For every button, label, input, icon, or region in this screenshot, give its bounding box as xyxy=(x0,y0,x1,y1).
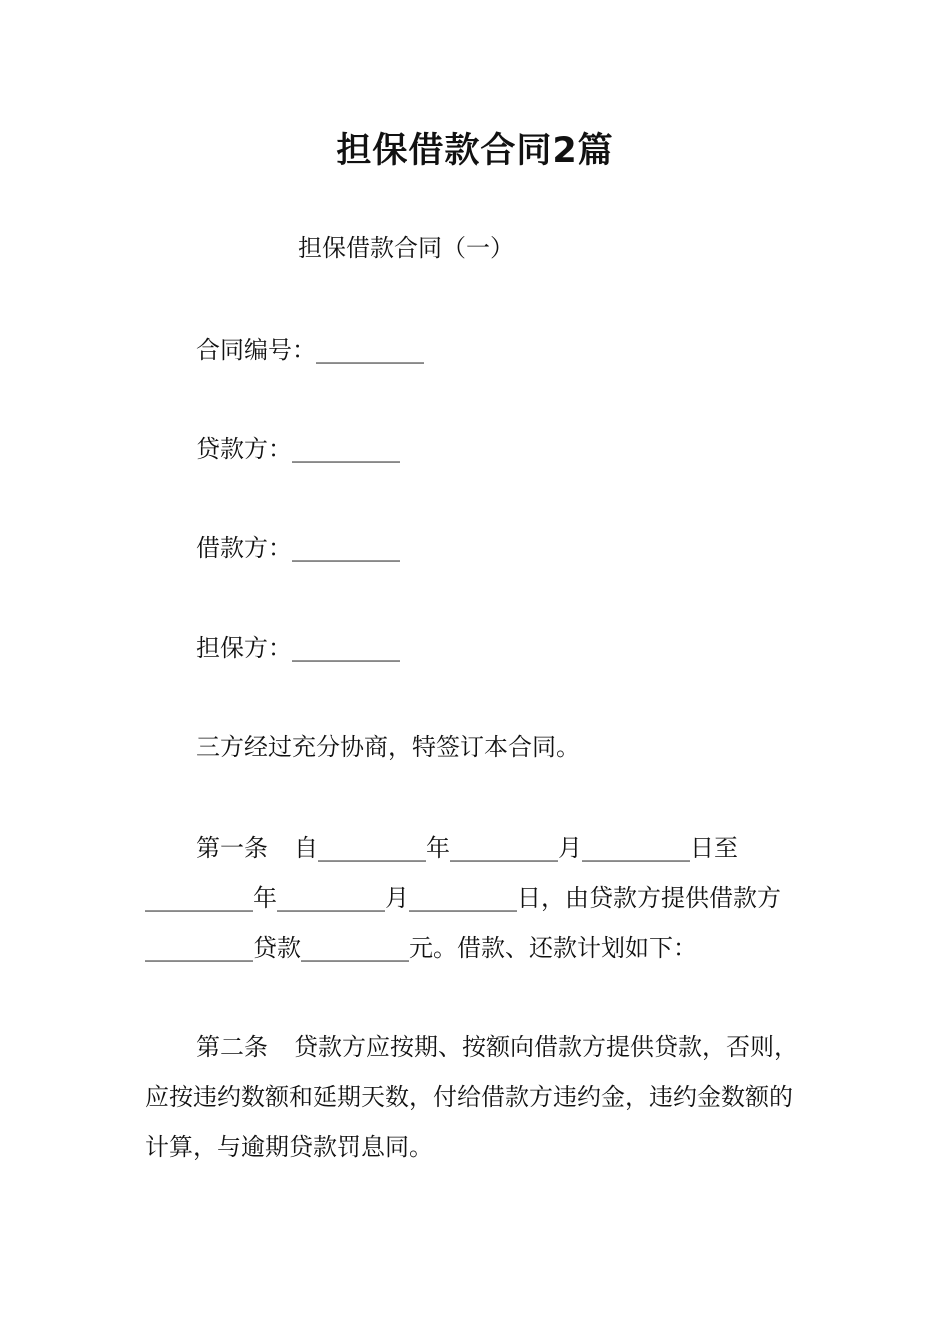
article-1 xyxy=(145,823,810,973)
article-2-label: 第二条 xyxy=(196,1033,268,1061)
contract-subtitle: 担保借款合同（一） xyxy=(298,234,514,262)
document-title: 担保借款合同2篇 xyxy=(336,131,614,171)
contract-number-field: 合同编号：_________ xyxy=(196,336,424,364)
borrower-field: 借款方：_________ xyxy=(196,534,400,562)
article-1-text: 自_________年_________月_________日至_________年_________月_________日，由贷款方提供借款方_________贷款_________元。借款、还款计划如下： xyxy=(145,834,781,962)
lender-field: 贷款方：_________ xyxy=(196,435,400,463)
article-2-text: 贷款方应按期、按额向借款方提供贷款，否则，应按违约数额和延期天数，付给借款方违约金，违约金数额的计算，与逾期贷款罚息同。 xyxy=(145,1033,798,1161)
guarantor-field: 担保方：_________ xyxy=(196,634,400,662)
intro-paragraph: 三方经过充分协商，特签订本合同。 xyxy=(196,733,580,761)
article-1-label: 第一条 xyxy=(196,834,268,862)
article-2 xyxy=(145,1022,810,1172)
